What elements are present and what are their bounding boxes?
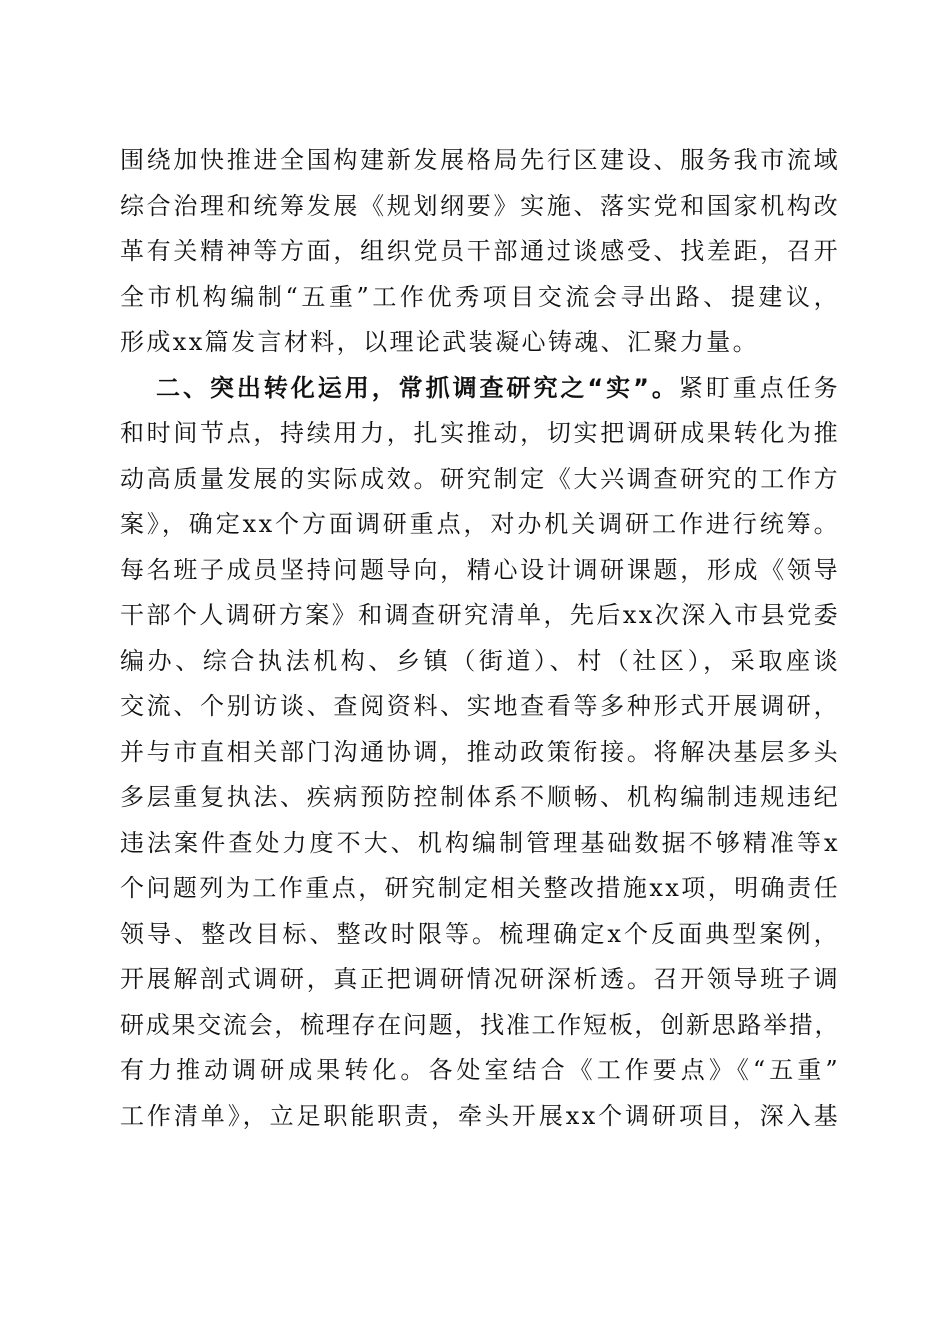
paragraph-2-line: 干部个人调研方案》和调查研究清单，先后xx次深入市县党委 bbox=[120, 601, 840, 629]
paragraph-2-first-line bbox=[120, 366, 840, 412]
paragraph-1-line: 革有关精神等方面，组织党员干部通过谈感受、找差距，召开 bbox=[120, 237, 840, 265]
paragraph-1-line: 全市机构编制“五重”工作优秀项目交流会寻出路、提建议， bbox=[120, 282, 840, 311]
paragraph-2-line: 每名班子成员坚持问题导向，精心设计调研课题，形成《领导 bbox=[120, 555, 840, 584]
paragraph-1 bbox=[120, 138, 840, 366]
paragraph-2-line: 研成果交流会，梳理存在问题，找准工作短板，创新思路举措， bbox=[120, 1010, 841, 1039]
paragraph-2-first-line-text: 紧盯重点任务 bbox=[678, 373, 841, 402]
paragraph-2-line: 违法案件查处力度不大、机构编制管理基础数据不够精准等x bbox=[120, 828, 840, 857]
paragraph-2-line: 和时间节点，持续用力，扎实推动，切实把调研成果转化为推 bbox=[120, 419, 840, 447]
paragraph-1-line: 综合治理和统筹发展《规划纲要》实施、落实党和国家机构改 bbox=[120, 191, 840, 220]
paragraph-2 bbox=[120, 366, 840, 1140]
paragraph-2-line: 编办、综合执法机构、乡镇（街道）、村（社区），采取座谈 bbox=[120, 646, 840, 675]
paragraph-2-line: 多层重复执法、疾病预防控制体系不顺畅、机构编制违规违纪 bbox=[120, 783, 840, 811]
section-heading: 二、突出转化运用，常抓调查研究之“实”。 bbox=[156, 373, 679, 402]
paragraph-2-line: 开展解剖式调研，真正把调研情况研深析透。召开领导班子调 bbox=[120, 965, 840, 993]
paragraph-2-line: 个问题列为工作重点，研究制定相关整改措施xx项，明确责任 bbox=[120, 874, 840, 902]
paragraph-1-line: 形成xx篇发言材料，以理论武装凝心铸魂、汇聚力量。 bbox=[120, 328, 760, 356]
paragraph-2-line: 领导、整改目标、整改时限等。梳理确定x个反面典型案例， bbox=[120, 919, 840, 948]
paragraph-2-line: 案》，确定xx个方面调研重点，对办机关调研工作进行统筹。 bbox=[120, 510, 840, 538]
paragraph-1-line: 围绕加快推进全国构建新发展格局先行区建设、服务我市流域 bbox=[120, 146, 840, 174]
paragraph-2-line: 工作清单》，立足职能职责，牵头开展xx个调研项目，深入基 bbox=[120, 1101, 840, 1130]
paragraph-2-line: 动高质量发展的实际成效。研究制定《大兴调查研究的工作方 bbox=[120, 464, 840, 493]
paragraph-2-line: 交流、个别访谈、查阅资料、实地查看等多种形式开展调研， bbox=[120, 692, 840, 720]
paragraph-2-line: 有力推动调研成果转化。各处室结合《工作要点》《“五重” bbox=[120, 1056, 840, 1084]
paragraph-2-line: 并与市直相关部门沟通协调，推动政策衔接。将解决基层多头 bbox=[120, 737, 840, 766]
